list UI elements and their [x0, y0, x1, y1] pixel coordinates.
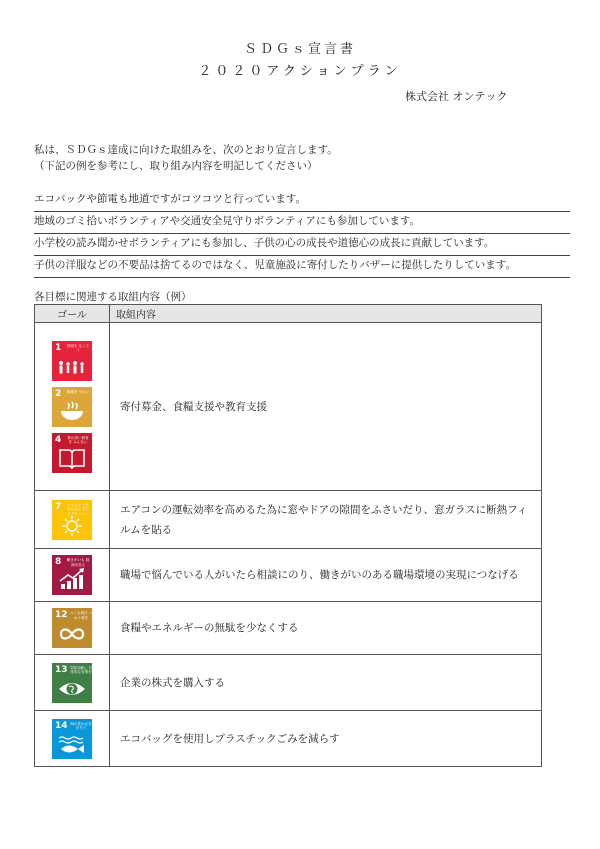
goal-label: つくる責任 つかう責任: [69, 611, 92, 620]
company-name: 株式会社 オンテック: [405, 90, 508, 103]
declaration-line: 小学校の読み聞かせボランティアにも参加し、子供の心の成長や道徳心の成長に貢献しています。: [34, 234, 570, 256]
table-row: [35, 711, 542, 767]
goal-number: 4: [55, 434, 62, 445]
book-icon: [52, 433, 92, 473]
content-column-header: 取組内容: [110, 305, 542, 323]
goal-label: 海の豊かさを 守ろう: [70, 721, 92, 730]
declaration-line: エコバックや節電も地道ですがコツコツと行っています。: [34, 190, 570, 212]
goal-label: エネルギーをみんなに そしてクリーンに: [66, 502, 90, 516]
goal-number: 2: [55, 388, 62, 399]
table-header-row: [35, 305, 542, 323]
action-content: 企業の株式を購入する: [110, 655, 542, 711]
declaration-line: 地域のゴミ拾いボランティアや交通安全見守りボランティアにも参加しています。: [34, 212, 570, 234]
table-row: [35, 549, 542, 602]
goal-column-header: ゴール: [35, 305, 110, 323]
action-content: エアコンの運転効率を高めるた為に窓やドアの隙間をふさいだり、窓ガラスに断熱フィルムを貼る: [110, 491, 542, 549]
goal-number: 7: [55, 501, 62, 512]
table-row: [35, 323, 542, 491]
eye-earth-icon: [52, 663, 92, 703]
goal-number: 14: [55, 720, 68, 731]
declaration-lines: [34, 190, 570, 278]
document-title: ＳＤＧｓ宣言書: [243, 42, 356, 57]
goals-table: [34, 304, 542, 767]
goal-icons-cell: [35, 549, 110, 602]
action-content: 職場で悩んでいる人がいたら相談にのり、働きがいのある職場環境の実現につなげる: [110, 549, 542, 602]
declaration-line: 子供の洋服などの不要品は捨てるのではなく、児童施設に寄付したりバザーに提供したりしています。: [34, 256, 570, 278]
table-row: [35, 655, 542, 711]
growth-chart-icon: [52, 555, 92, 595]
intro-instruction: （下記の例を参考にし、取り組み内容を明記してください）: [34, 160, 318, 172]
intro-statement: 私は、ＳＤＧｓ達成に向けた取組みを、次のとおり宣言します。: [34, 144, 338, 156]
goal-number: 1: [55, 342, 62, 353]
goal-label: 飢餓を ゼロに: [66, 389, 90, 394]
goal-icons-cell: [35, 602, 110, 655]
action-content: 寄付募金、食糧支援や教育支援: [110, 323, 542, 491]
table-row: [35, 602, 542, 655]
people-icon: [52, 341, 92, 381]
goal-icons-cell: [35, 491, 110, 549]
goal-number: 8: [55, 557, 62, 567]
table-row: [35, 491, 542, 549]
goal-icons-cell: [35, 711, 110, 767]
goal-label: 貧困を なくそう: [66, 343, 90, 352]
goal-icons-cell: [35, 655, 110, 711]
infinity-icon: [52, 608, 92, 648]
action-content: 食糧やエネルギーの無駄を少なくする: [110, 602, 542, 655]
goal-label: 気候変動に 具体的な対策を: [69, 665, 92, 674]
goal-rows: [35, 323, 542, 767]
goal-label: 質の高い教育を みんなに: [67, 435, 89, 444]
action-content: エコバッグを使用しプラスチックごみを減らす: [110, 711, 542, 767]
sun-power-icon: [52, 500, 92, 540]
goal-number: 13: [55, 664, 68, 675]
section-label: 各目標に関連する取組内容（例）: [34, 291, 192, 303]
bowl-icon: [52, 387, 92, 427]
fish-icon: [52, 719, 92, 759]
goal-label: 働きがいも 経済成長も: [66, 558, 90, 567]
document-subtitle: ２０２０アクションプラン: [198, 64, 402, 79]
goal-number: 12: [55, 610, 68, 620]
goal-icons-cell: [35, 323, 110, 491]
